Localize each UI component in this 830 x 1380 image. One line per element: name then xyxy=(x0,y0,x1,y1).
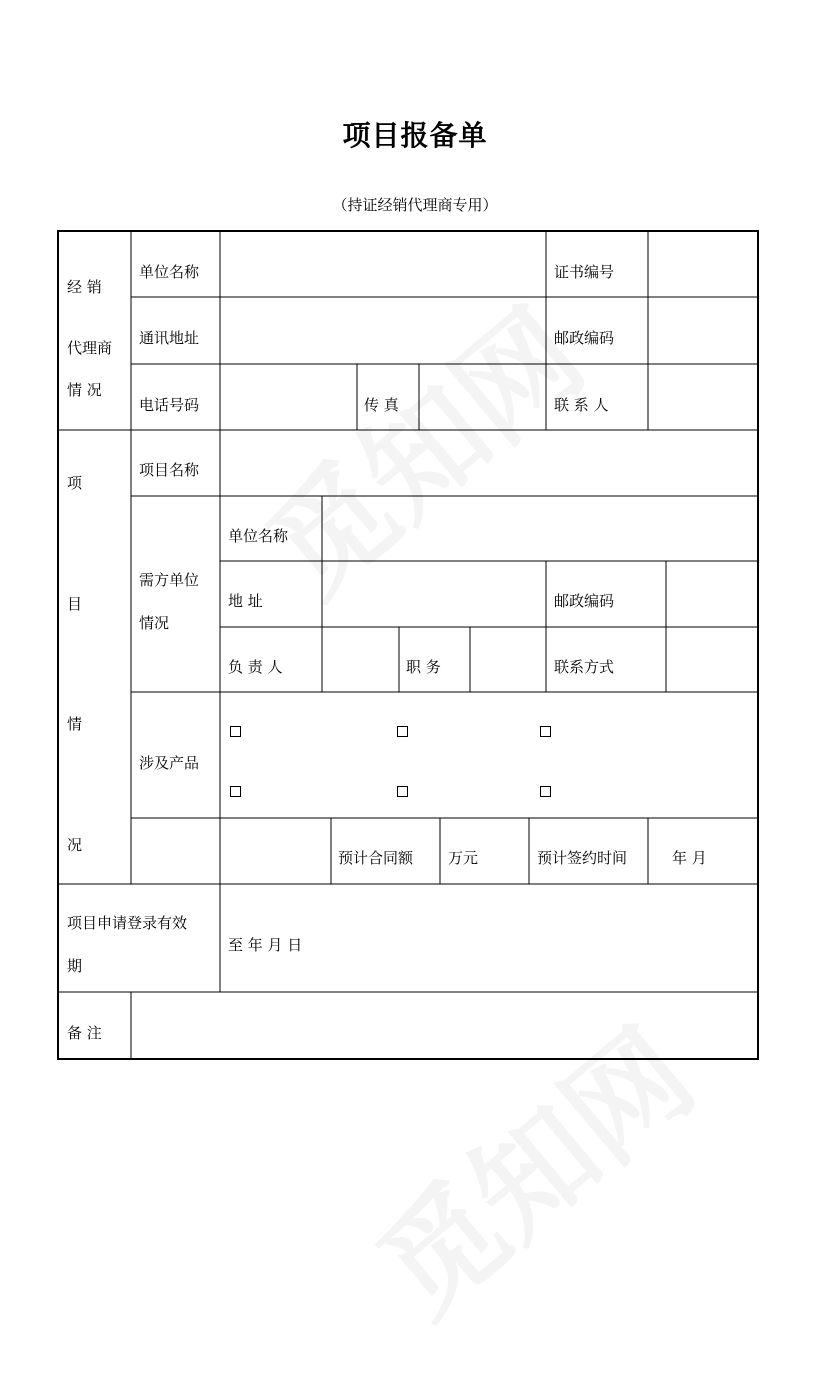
product-checkbox[interactable] xyxy=(540,726,551,737)
dealer-section-header-2: 代理商 xyxy=(67,339,113,357)
contract-amount-label: 预计合同额 xyxy=(338,849,414,867)
dealer-section-header-1: 经 销 xyxy=(67,278,102,296)
buyer-postcode-label: 邮政编码 xyxy=(554,592,615,610)
buyer-contact-label: 联系方式 xyxy=(554,658,615,676)
buyer-section-label-2: 情况 xyxy=(139,614,170,632)
project-section-header-2: 目 xyxy=(67,595,83,613)
table-outer-border xyxy=(58,231,758,1059)
project-section-header-4: 况 xyxy=(67,836,83,854)
page-subtitle: （持证经销代理商专用） xyxy=(332,196,498,214)
product-checkbox[interactable] xyxy=(540,786,551,797)
dealer-postcode-label: 邮政编码 xyxy=(554,329,615,347)
remarks-label: 备 注 xyxy=(67,1024,102,1042)
contract-amount-unit: 万元 xyxy=(448,849,479,867)
product-checkbox[interactable] xyxy=(397,726,408,737)
dealer-fax-label: 传 真 xyxy=(364,396,399,414)
dealer-address-label: 通讯地址 xyxy=(139,329,200,347)
buyer-unit-name-label: 单位名称 xyxy=(228,527,289,545)
buyer-position-label: 职 务 xyxy=(406,658,441,676)
dealer-contact-label: 联 系 人 xyxy=(554,396,609,414)
buyer-person-label: 负 责 人 xyxy=(228,658,283,676)
dealer-unit-name-label: 单位名称 xyxy=(139,263,200,281)
dealer-cert-no-label: 证书编号 xyxy=(554,263,615,281)
dealer-phone-label: 电话号码 xyxy=(139,396,200,414)
buyer-address-label: 地 址 xyxy=(228,592,263,610)
buyer-section-label-1: 需方单位 xyxy=(139,571,200,589)
sign-time-label: 预计签约时间 xyxy=(537,849,628,867)
sign-time-field[interactable]: 年 月 xyxy=(672,849,707,867)
validity-period-field[interactable]: 至 年 月 日 xyxy=(228,936,303,954)
dealer-section-header-3: 情 况 xyxy=(67,381,102,399)
product-checkbox[interactable] xyxy=(230,726,241,737)
product-checkbox[interactable] xyxy=(397,786,408,797)
validity-label-1: 项目申请登录有效 xyxy=(67,914,188,932)
validity-label-2: 期 xyxy=(67,957,83,975)
project-name-label: 项目名称 xyxy=(139,461,200,479)
project-section-header-3: 情 xyxy=(67,715,83,733)
product-checkbox[interactable] xyxy=(230,786,241,797)
products-label: 涉及产品 xyxy=(139,754,200,772)
project-section-header-1: 项 xyxy=(67,474,83,492)
page-title: 项目报备单 xyxy=(342,119,488,152)
